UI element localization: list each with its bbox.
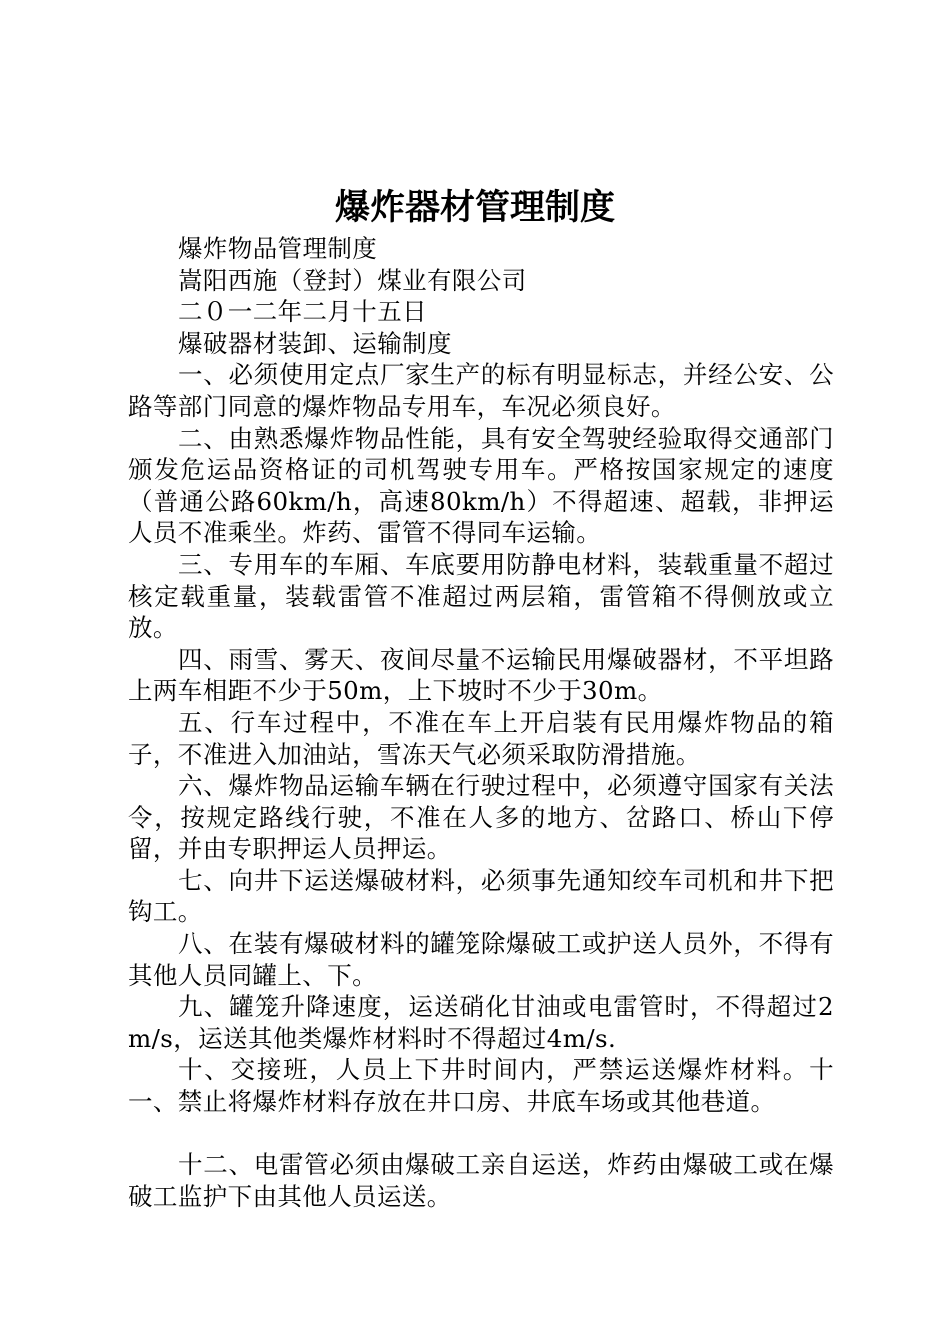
document-body <box>128 233 834 1212</box>
paragraph-rule-7: 七、向井下运送爆破材料，必须事先通知绞车司机和井下把钩工。 <box>128 865 834 927</box>
paragraph-company: 嵩阳西施（登封）煤业有限公司 <box>178 265 527 295</box>
paragraph-subtitle: 爆炸物品管理制度 <box>178 234 378 263</box>
paragraph-rule-10-11: 十、交接班，人员上下井时间内，严禁运送爆炸材料。十一、禁止将爆炸材料存放在井口房、井底车场或其他巷道。 <box>128 1055 834 1117</box>
paragraph-section-heading: 爆破器材装卸、运输制度 <box>178 328 452 358</box>
paragraph-rule-3: 三、专用车的车厢、车底要用防静电材料，装载重量不超过核定载重量，装载雷管不准超过两层箱，雷管箱不得侧放或立放。 <box>128 549 834 643</box>
paragraph-rule-8: 八、在装有爆破材料的罐笼除爆破工或护送人员外，不得有其他人员同罐上、下。 <box>128 929 834 990</box>
paragraph-rule-2: 二、由熟悉爆炸物品性能，具有安全驾驶经验取得交通部门颁发危运品资格证的司机驾驶专用车。严格按国家规定的速度（普通公路60km/h，高速80km/h）不得超速、超载，非押运人员不准乘坐。炸药、雷管不得同车运输。 <box>128 423 834 548</box>
paragraph-rule-6: 六、爆炸物品运输车辆在行驶过程中，必须遵守国家有关法令，按规定路线行驶，不准在人多的地方、岔路口、桥山下停留，并由专职押运人员押运。 <box>128 771 834 864</box>
paragraph-rule-5: 五、行车过程中，不准在车上开启装有民用爆炸物品的箱子，不准进入加油站，雪冻天气必须采取防滑措施。 <box>128 707 834 769</box>
paragraph-date: 二０一二年二月十五日 <box>178 297 427 327</box>
paragraph-rule-4: 四、雨雪、雾天、夜间尽量不运输民用爆破器材，不平坦路上两车相距不少于50m，上下坡时不少于30m。 <box>128 644 834 706</box>
paragraph-rule-12: 十二、电雷管必须由爆破工亲自运送，炸药由爆破工或在爆破工监护下由其他人员运送。 <box>128 1150 834 1211</box>
document-title: 爆炸器材管理制度 <box>334 188 615 228</box>
paragraph-rule-9: 九、罐笼升降速度，运送硝化甘油或电雷管时，不得超过2m/s，运送其他类爆炸材料时不得超过4m/s. <box>128 992 834 1053</box>
paragraph-rule-1: 一、必须使用定点厂家生产的标有明显标志，并经公安、公路等部门同意的爆炸物品专用车，车况必须良好。 <box>128 360 834 421</box>
